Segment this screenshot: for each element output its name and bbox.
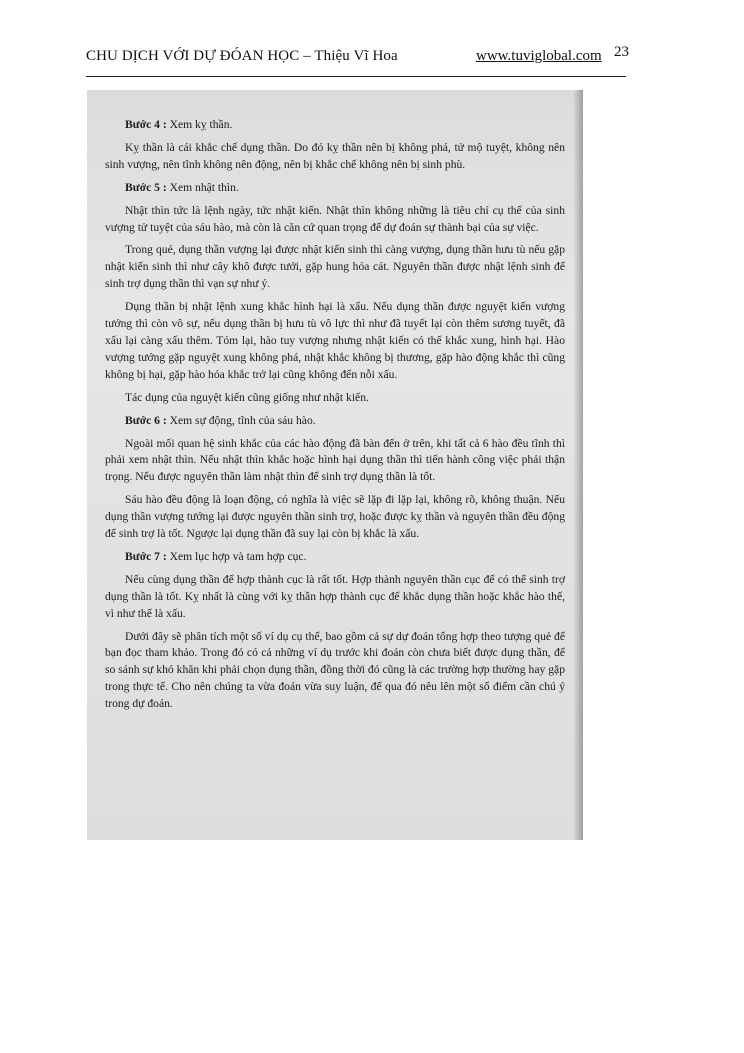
body-paragraph: Dưới đây sẽ phân tích một số ví dụ cụ thể, bao gồm cả sự dự đoán tổng hợp theo tượng quẻ để bạn đọc tham khảo. Trong đó có cả những ví dụ trước khi đoán còn chưa biết được dụng thần, để so sánh sự khó khăn khi phải chọn dụng thần, đồng thời đó cũng là các trường hợp thường hay gặp trong thực tế. Cho nên chúng ta vừa đoán vừa suy luận, để qua đó nêu lên một số điểm cần chú ý trong dự đoán. (105, 629, 565, 711)
step-label: Bước 4 : (125, 118, 167, 131)
header-rule (86, 76, 626, 77)
body-paragraph: Tác dụng của nguyệt kiến cũng giống như nhật kiến. (125, 390, 369, 404)
body-paragraph: Kỵ thần là cái khắc chế dụng thần. Do đó kỵ thần nên bị không phá, tử mộ tuyệt, không nên sinh vượng, nên tĩnh không nên động, nên bị khắc chế không nên bị sinh phù. (105, 140, 565, 171)
step-label: Bước 7 : (125, 549, 167, 563)
step-title: Xem sự động, tĩnh của sáu hào. (166, 413, 316, 427)
step-title: Xem lục hợp và tam hợp cục. (166, 549, 307, 563)
step-heading (105, 413, 565, 430)
body-paragraph: Sáu hào đều động là loạn động, có nghĩa là việc sẽ lặp đi lặp lại, không rõ, không thuận. Nếu dụng thần vượng tướng lại được nguyên thần sinh trợ, hoặc được kỵ thần và nguyên thần đều động để sinh trợ là tốt. Ngược lại dụng thần đã suy lại còn bị khắc là xấu. (105, 493, 565, 541)
step-label: Bước 6 : (125, 413, 167, 427)
body-paragraph: Nhật thìn tức là lệnh ngày, tức nhật kiến. Nhật thìn không những là tiêu chí cụ thể của sinh vượng tử tuyệt của sáu hào, mà còn là căn cứ quan trọng để dự đoán sự thành bại của sự việc. (105, 203, 565, 234)
body-paragraph: Dụng thần bị nhật lệnh xung khắc hình hại là xấu. Nếu dụng thần được nguyệt kiến vượng tướng thì còn vô sự, nếu dụng thần bị hưu tù vô lực thì như đã tuyết lại còn thêm sương tuyết, đã xấu lại càng xấu thêm. Tóm lại, hào tuy vượng nhưng nhật kiến có thể khắc xung, hình hại. Hào vượng tướng gặp nguyệt xung không phá, nhật khắc không bị thương, gặp hào động khắc thì cũng không bị hại, gặp hào hóa khắc trở lại cũng không đến nỗi xấu. (105, 300, 565, 381)
page-number: 23 (614, 44, 629, 60)
scanned-page-image (87, 90, 583, 840)
step-heading (105, 180, 565, 197)
body-paragraph: Ngoài mối quan hệ sinh khắc của các hào động đã bàn đến ở trên, khi tất cả 6 hào đều tĩnh thì phải xem nhật thìn. Nếu nhật thìn khắc hoặc hình hại dụng thần thì tiến hành công việc phải thận trọng. Nếu được nguyên thần làm nhật thìn để sinh trợ dụng thần là tốt. (105, 436, 565, 484)
book-title: CHU DỊCH VỚI DỰ ĐÓAN HỌC – Thiệu Vĩ Hoa (86, 48, 398, 64)
website-link[interactable]: www.tuviglobal.com (476, 48, 602, 64)
step-label: Bước 5 : (125, 180, 167, 194)
step-heading (105, 117, 565, 134)
step-title: Xem kỵ thần. (166, 118, 233, 131)
page-header (86, 44, 629, 70)
body-paragraph: Trong quẻ, dụng thần vượng lại được nhật kiến sinh thì càng vượng, dụng thần hưu tù nếu gặp nhật kiến sinh thì như cây khô được tưới, gặp hung hóa cát. Nguyên thần được nhật lệnh sinh để sinh trợ dụng thần thì vạn sự như ý. (105, 243, 565, 291)
step-title: Xem nhật thìn. (166, 180, 239, 194)
step-heading (105, 549, 565, 566)
scanned-text-column (105, 114, 565, 719)
body-paragraph: Nếu cùng dụng thần để hợp thành cục là rất tốt. Hợp thành nguyên thần cục để có thể sinh trợ dụng thần là tốt. Kỵ nhất là cùng với kỵ thần hợp thành cục để khắc dụng thần hoặc khắc hào thế, vì như thế là xấu. (105, 572, 565, 620)
